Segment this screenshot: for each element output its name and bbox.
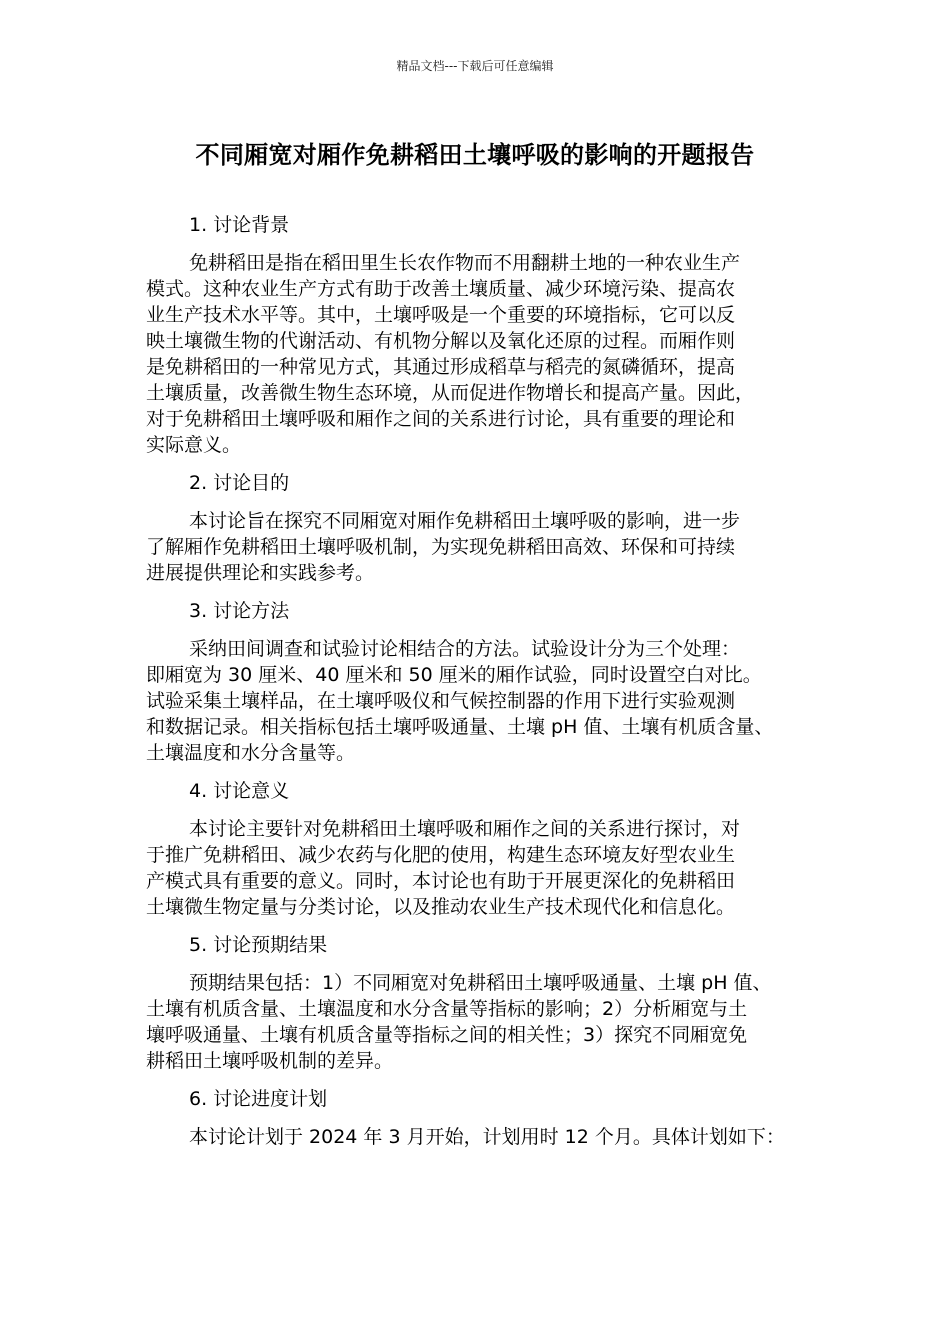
paragraph-line: 土壤有机质含量、土壤温度和水分含量等指标的影响；2）分析厢宽与土: [146, 998, 748, 1020]
section-heading: 1. 讨论背景: [189, 214, 290, 236]
paragraph-line: 土壤微生物定量与分类讨论，以及推动农业生产技术现代化和信息化。: [146, 896, 736, 918]
document-title: 不同厢宽对厢作免耕稻田土壤呼吸的影响的开题报告: [195, 141, 755, 169]
document-body: [146, 212, 814, 1162]
paragraph-line: 进展提供理论和实践参考。: [146, 562, 375, 584]
paragraph-line: 实际意义。: [146, 434, 242, 456]
paragraph-line: 壤呼吸通量、土壤有机质含量等指标之间的相关性；3）探究不同厢宽免: [146, 1024, 748, 1046]
header-note: 精品文档---下载后可任意编辑: [396, 59, 554, 73]
paragraph-line: 于推广免耕稻田、减少农药与化肥的使用，构建生态环境友好型农业生: [146, 844, 736, 866]
paragraph-line: 本讨论计划于 2024 年 3 月开始，计划用时 12 个月。具体计划如下：: [189, 1126, 785, 1148]
paragraph: [146, 970, 814, 1074]
paragraph-line: 试验采集土壤样品，在土壤呼吸仪和气候控制器的作用下进行实验观测: [146, 690, 736, 712]
section-heading: 4. 讨论意义: [189, 780, 290, 802]
paragraph-line: 耕稻田土壤呼吸机制的差异。: [146, 1050, 394, 1072]
paragraph: [146, 250, 814, 458]
section-heading: 3. 讨论方法: [189, 600, 290, 622]
paragraph-line: 土壤质量，改善微生物生态环境，从而促进作物增长和提高产量。因此，: [146, 382, 755, 404]
paragraph-line: 业生产技术水平等。其中，土壤呼吸是一个重要的环境指标，它可以反: [146, 304, 736, 326]
paragraph: [146, 1124, 814, 1150]
paragraph: [146, 636, 814, 766]
paragraph-line: 和数据记录。相关指标包括土壤呼吸通量、土壤 pH 值、土壤有机质含量、: [146, 716, 774, 738]
paragraph-line: 了解厢作免耕稻田土壤呼吸机制，为实现免耕稻田高效、环保和可持续: [146, 536, 736, 558]
section-heading: 6. 讨论进度计划: [189, 1088, 328, 1110]
paragraph-line: 采纳田间调查和试验讨论相结合的方法。试验设计分为三个处理：: [189, 638, 741, 660]
paragraph-line: 产模式具有重要的意义。同时，本讨论也有助于开展更深化的免耕稻田: [146, 870, 736, 892]
paragraph-line: 本讨论主要针对免耕稻田土壤呼吸和厢作之间的关系进行探讨，对: [189, 818, 741, 840]
paragraph-line: 对于免耕稻田土壤呼吸和厢作之间的关系进行讨论，具有重要的理论和: [146, 408, 736, 430]
paragraph-line: 是免耕稻田的一种常见方式，其通过形成稻草与稻壳的氮磷循环，提高: [146, 356, 736, 378]
paragraph-line: 本讨论旨在探究不同厢宽对厢作免耕稻田土壤呼吸的影响，进一步: [189, 510, 741, 532]
paragraph: [146, 816, 814, 920]
paragraph-line: 模式。这种农业生产方式有助于改善土壤质量、减少环境污染、提高农: [146, 278, 736, 300]
paragraph-line: 预期结果包括：1）不同厢宽对免耕稻田土壤呼吸通量、土壤 pH 值、: [189, 972, 772, 994]
paragraph-line: 免耕稻田是指在稻田里生长农作物而不用翻耕土地的一种农业生产: [189, 252, 741, 274]
paragraph-line: 即厢宽为 30 厘米、40 厘米和 50 厘米的厢作试验，同时设置空白对比。: [146, 664, 762, 686]
section-heading: 5. 讨论预期结果: [189, 934, 328, 956]
section-heading: 2. 讨论目的: [189, 472, 290, 494]
paragraph-line: 土壤温度和水分含量等。: [146, 742, 356, 764]
paragraph-line: 映土壤微生物的代谢活动、有机物分解以及氧化还原的过程。而厢作则: [146, 330, 736, 352]
paragraph: [146, 508, 814, 586]
